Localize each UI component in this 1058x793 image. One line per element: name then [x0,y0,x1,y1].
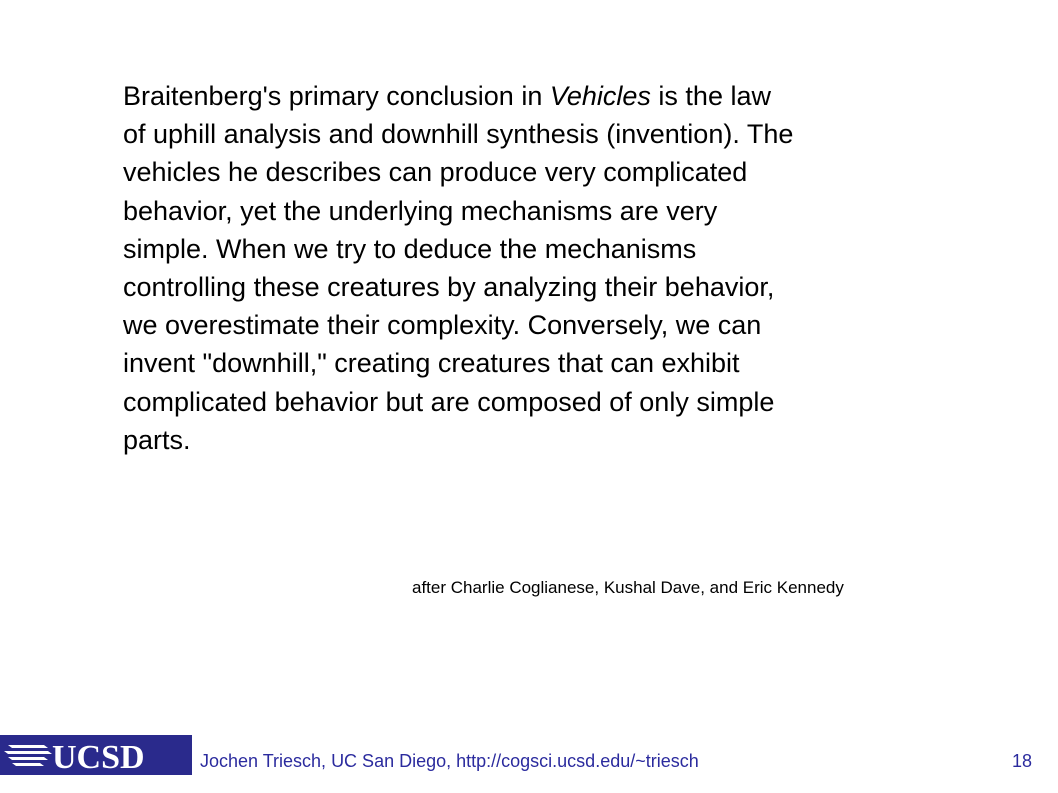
body-line-text: we overestimate their complexity. Conversely, we can [123,310,762,341]
body-line [123,230,943,268]
body-line-text: is the law [650,81,771,111]
body-line [123,421,943,459]
body-line [123,383,943,421]
body-line-text: simple. When we try to deduce the mechanisms [123,233,697,264]
body-line-text: complicated behavior but are composed of only simple [123,386,775,417]
body-line [123,268,943,306]
body-line [123,306,943,344]
body-line-text: Braitenberg's primary conclusion in [123,81,550,111]
ucsd-logo-graphic [0,735,192,775]
book-title-italic: Vehicles [549,81,651,111]
body-paragraph [123,77,943,459]
ucsd-logo [0,735,192,775]
body-line [123,192,943,230]
body-line [123,115,943,153]
body-line-text: behavior, yet the underlying mechanisms are very [123,195,718,226]
body-line-text: of uphill analysis and downhill synthesis (invention). The [123,119,794,150]
body-line [123,153,943,191]
page-number: 18 [1011,751,1032,771]
logo-wordmark: UCSD [52,739,145,775]
body-line-text: invent "downhill," creating creatures that can exhibit [123,348,740,379]
body-line-text: parts. [123,424,191,455]
body-line [123,77,943,115]
body-line-text: controlling these creatures by analyzing their behavior, [123,272,775,303]
body-line-text: vehicles he describes can produce very complicated [123,157,748,188]
body-line [123,344,943,382]
footer-credit: Jochen Triesch, UC San Diego, http://cogsci.ucsd.edu/~triesch [200,751,699,771]
attribution: after Charlie Coglianese, Kushal Dave, and Eric Kennedy [412,578,844,597]
